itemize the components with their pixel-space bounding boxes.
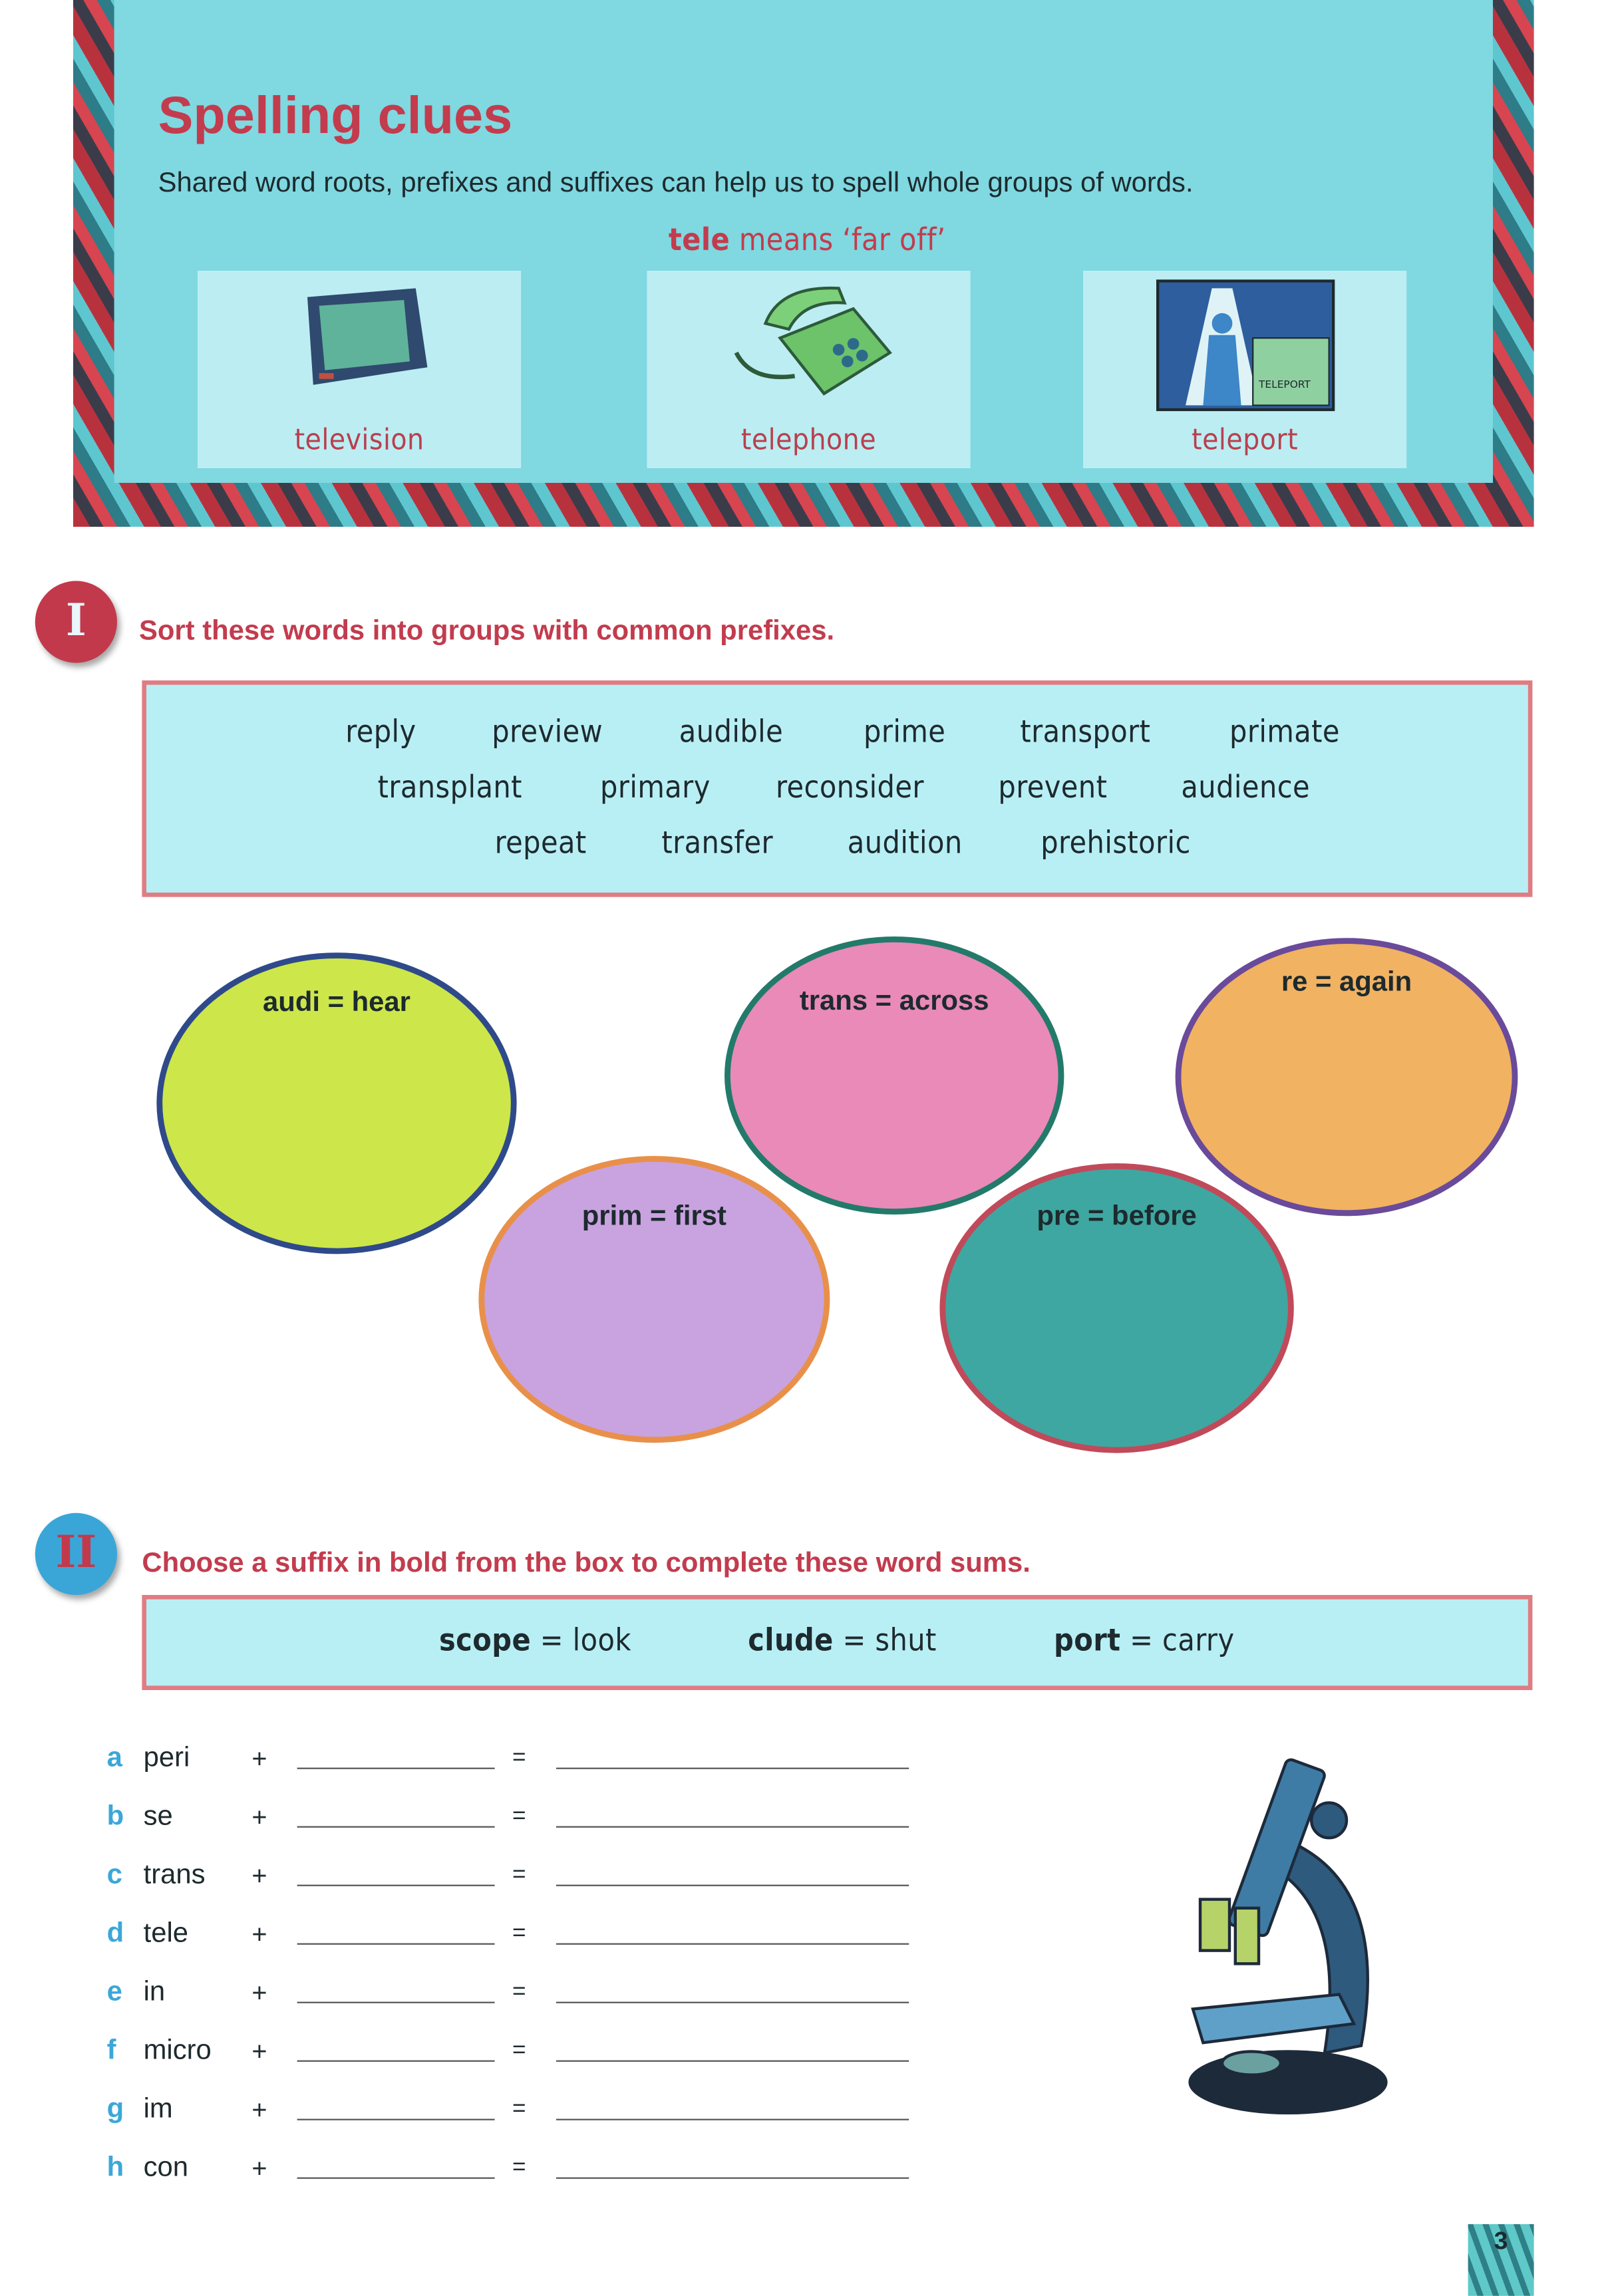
page-number: 3: [1494, 2227, 1508, 2255]
equals-sign: =: [512, 1745, 526, 1771]
teleport-sign: TELEPORT: [1257, 378, 1310, 390]
television-icon: [286, 279, 432, 396]
picture-card-telephone: [647, 271, 970, 468]
teleport-icon: [1156, 279, 1334, 411]
group-oval-audi[interactable]: [156, 952, 516, 1254]
picture-label: teleport: [1192, 421, 1299, 457]
root-word: tele: [668, 222, 730, 258]
suffix-clude: [748, 1623, 937, 1658]
word-sum-d: [0, 1918, 937, 1962]
root-definition: [0, 222, 1614, 257]
item-word: se: [143, 1801, 173, 1832]
suffix-root: port: [1054, 1622, 1121, 1658]
item-word: tele: [143, 1918, 189, 1949]
suffix-meaning: = shut: [842, 1622, 937, 1658]
section-badge-1: I: [35, 581, 117, 662]
item-word: in: [143, 1977, 166, 2008]
suffix-blank[interactable]: [297, 2061, 495, 2062]
plus-sign: +: [251, 2095, 267, 2125]
group-label: re = again: [1281, 967, 1412, 998]
suffix-blank[interactable]: [297, 1826, 495, 1828]
word: audience: [1181, 770, 1311, 805]
word: transport: [1020, 714, 1151, 750]
section-badge-2: II: [35, 1513, 117, 1595]
group-label: prim = first: [581, 1201, 726, 1232]
picture-card-teleport: [1083, 271, 1406, 468]
item-word: micro: [143, 2035, 212, 2067]
group-label: pre = before: [1037, 1201, 1197, 1232]
item-word: con: [143, 2152, 189, 2184]
picture-card-television: [198, 271, 521, 468]
item-letter: a: [106, 1743, 122, 1774]
suffix-blank[interactable]: [297, 2002, 495, 2003]
word-sum-g: [0, 2094, 937, 2138]
picture-label: television: [294, 421, 424, 457]
suffix-root: scope: [439, 1622, 532, 1658]
item-letter: c: [106, 1860, 122, 1891]
suffix-meaning: = carry: [1130, 1622, 1235, 1658]
group-oval-pre[interactable]: [939, 1163, 1293, 1453]
page-subtitle: Shared word roots, prefixes and suffixes can help us to spell whole groups of words.: [158, 168, 1194, 200]
equals-sign: =: [512, 2038, 526, 2063]
answer-blank[interactable]: [556, 1943, 909, 1945]
equals-sign: =: [512, 1862, 526, 1888]
answer-blank[interactable]: [556, 2061, 909, 2062]
group-label: trans = across: [799, 986, 989, 1017]
item-letter: d: [106, 1918, 124, 1949]
equals-sign: =: [512, 1804, 526, 1829]
word: prime: [864, 714, 946, 750]
group-label: audi = hear: [263, 988, 410, 1019]
word: transplant: [377, 770, 522, 805]
item-word: trans: [143, 1860, 206, 1891]
word: transfer: [661, 825, 774, 861]
plus-sign: +: [251, 1920, 267, 1949]
plus-sign: +: [251, 2154, 267, 2184]
item-letter: g: [106, 2094, 124, 2125]
plus-sign: +: [251, 2037, 267, 2067]
suffix-blank[interactable]: [297, 2119, 495, 2120]
page-title: Spelling clues: [158, 84, 513, 145]
suffix-scope: [439, 1623, 631, 1658]
word: reply: [345, 714, 416, 750]
answer-blank[interactable]: [556, 2178, 909, 2179]
suffix-meaning: = look: [540, 1622, 631, 1658]
suffix-blank[interactable]: [297, 2178, 495, 2179]
telephone-icon: [721, 279, 897, 399]
picture-label: telephone: [740, 421, 877, 457]
word: prevent: [998, 770, 1108, 805]
suffix-port: [1054, 1623, 1234, 1658]
group-oval-re[interactable]: [1176, 938, 1518, 1216]
word-sum-e: [0, 1977, 937, 2021]
section1-instruction: Sort these words into groups with common prefixes.: [139, 616, 835, 647]
item-letter: e: [106, 1977, 122, 2008]
word: audible: [679, 714, 784, 750]
word: prehistoric: [1041, 825, 1191, 861]
plus-sign: +: [251, 1978, 267, 2008]
word-sum-a: [0, 1743, 937, 1787]
answer-blank[interactable]: [556, 1768, 909, 1769]
word: reconsider: [776, 770, 924, 805]
plus-sign: +: [251, 1861, 267, 1891]
word-sum-b: [0, 1801, 937, 1845]
equals-sign: =: [512, 1979, 526, 2005]
plus-sign: +: [251, 1744, 267, 1774]
suffix-box: [142, 1595, 1532, 1690]
word-bank: [142, 680, 1532, 897]
item-letter: f: [106, 2035, 116, 2067]
item-letter: b: [106, 1801, 124, 1832]
plus-sign: +: [251, 1802, 267, 1832]
word: repeat: [494, 825, 587, 861]
word: preview: [492, 714, 603, 750]
answer-blank[interactable]: [556, 2119, 909, 2120]
word-sum-h: [0, 2152, 937, 2196]
item-word: peri: [143, 1743, 190, 1774]
microscope-icon: [1186, 1753, 1398, 2134]
suffix-blank[interactable]: [297, 1768, 495, 1769]
word: primate: [1229, 714, 1340, 750]
equals-sign: =: [512, 2096, 526, 2122]
answer-blank[interactable]: [556, 1826, 909, 1828]
word-sum-c: [0, 1860, 937, 1904]
item-letter: h: [106, 2152, 124, 2184]
item-word: im: [143, 2094, 173, 2125]
group-oval-prim[interactable]: [478, 1156, 830, 1443]
suffix-blank[interactable]: [297, 1885, 495, 1886]
root-meaning: means ‘far off’: [738, 222, 946, 258]
section2-instruction: Choose a suffix in bold from the box to complete these word sums.: [142, 1548, 1031, 1579]
answer-blank[interactable]: [556, 2002, 909, 2003]
equals-sign: =: [512, 2155, 526, 2180]
page-number-tab: [1468, 2224, 1534, 2296]
word-sum-f: [0, 2035, 937, 2079]
suffix-blank[interactable]: [297, 1943, 495, 1945]
answer-blank[interactable]: [556, 1885, 909, 1886]
group-oval-trans[interactable]: [725, 936, 1064, 1215]
equals-sign: =: [512, 1921, 526, 1946]
word: audition: [847, 825, 963, 861]
suffix-root: clude: [748, 1622, 834, 1658]
word: primary: [600, 770, 711, 805]
